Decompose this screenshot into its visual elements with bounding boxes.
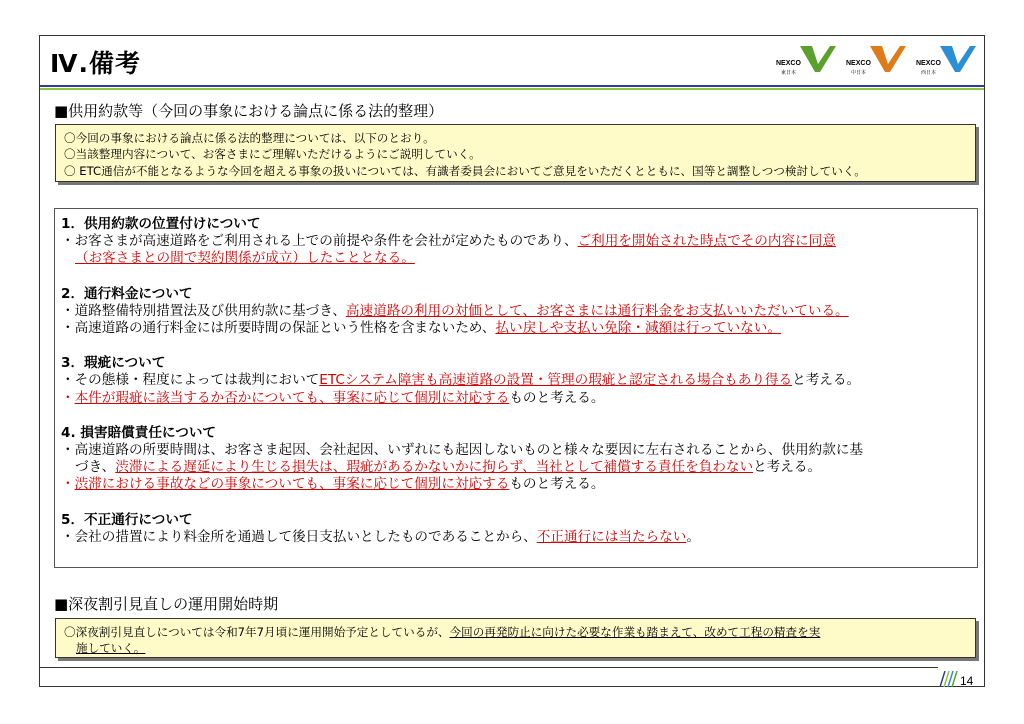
emphasis-text: （お客さまとの間で契約関係が成立）したこととなる。 [75,250,415,267]
nexco-west-logo [916,44,976,80]
summary-line-3: 〇 ETC通信が不能となるような今回を超える事象の扱いについては、有識者委員会においてご意見をいただくとともに、国等と調整しつつ検討していく。 [64,163,866,178]
page-title: Ⅳ.備考 [50,49,141,78]
emphasis-text: 渋滞による遅延により生じる損失は、瑕疵があるかないかに拘らず、当社として補償する責任を負わない [115,459,754,476]
nexco-east-logo [776,44,836,80]
night-discount-line-1: 〇深夜割引見直しについては令和7年7月頃に運用開始予定としているが、今回の再発防止に向けた必要な作業も踏まえて、改めて工程の精査を実 [64,625,821,639]
footer-stripes-icon [938,671,958,687]
item-text: ・お客さまが高速道路をご利用される上での前提や条件を会社が定めたものであり、ご利用を開始された時点でその内容に同意 [61,233,836,250]
summary-box [55,124,976,182]
night-discount-box [55,618,976,658]
section2-heading: ■深夜割引見直しの運用開始時期 [54,595,279,613]
summary-line-1: 〇今回の事象における論点に係る法的整理については、以下のとおり。 [64,131,435,145]
underlined-text: 今回の再発防止に向けた必要な作業も踏まえて、改めて工程の精査を実 [449,625,821,639]
nexco-logos [776,44,976,80]
emphasis-text: ご利用を開始された時点でその内容に同意 [577,233,836,250]
nexco-west-name: NEXCO [916,60,941,67]
page-number: 14 [960,674,974,688]
section1-heading: ■供用約款等（今回の事象における論点に係る法的整理） [54,102,444,120]
emphasis-text: 高速道路の利用の対価として、お客さまには通行料金をお支払いいただいている [345,302,836,319]
header-rule-green [40,88,984,90]
nexco-east-mark-icon [800,44,836,74]
nexco-east-region: 東日本 [781,70,797,76]
underlined-text: 施していく。 [76,641,146,656]
item-text: ・本件が瑕疵に該当するか否かについても、事案に応じて個別に対応するものと考える。 [61,389,605,406]
item-heading: 2．通行料金について [61,285,193,302]
item-text: ・高速道路の通行料金には所要時間の保証という性格を含まないため、払い戻しや支払い免除・減額は行っていない。 [61,320,781,337]
nexco-west-mark-icon [940,44,976,74]
item-text: ・高速道路の所要時間は、お客さま起因、会社起因、いずれにも起因しないものと様々な要因に左右されることから、供用約款に基 [61,442,864,459]
item-text: ・渋滞における事故などの事象についても、事案に応じて個別に対応するものと考える。 [61,476,605,493]
item-illegal-passage [61,512,971,546]
emphasis-text: 不正通行には当たらない [536,528,687,545]
nexco-central-region: 中日本 [851,70,867,76]
header-rule-blue [40,85,984,87]
emphasis-text: 渋滞における事故などの事象についても、事案に応じて個別に対応する [74,476,510,493]
nexco-east-name: NEXCO [776,60,801,67]
item-tolls [61,286,971,338]
item-text: ・その態様・程度によっては裁判においてETCシステム障害も高速道路の設置・管理の瑕疵と認定される場合もあり得ると考える。 [61,372,861,389]
item-heading: 4. 損害賠償責任について [61,424,217,441]
night-discount-line-2 [64,640,967,656]
item-text [61,250,971,267]
item-text: ・道路整備特別措置法及び供用約款に基づき、高速道路の利用の対価として、お客さまには通行料金をお支払いいただいている。 [61,302,849,319]
nexco-central-name: NEXCO [846,60,871,67]
item-heading: 1．供用約款の位置付けについて [61,216,261,232]
nexco-central-logo [846,44,906,80]
item-text: づき、渋滞による遅延により生じる損失は、瑕疵があるかないかに拘らず、当社として補償する責任を負わないと考える。 [75,459,822,476]
item-heading: 3．瑕疵について [61,355,166,372]
emphasis-text: 払い戻しや支払い免除・減額は行っていない。 [495,320,781,337]
emphasis-text: ETCシステム障害も高速道路の設置・管理の瑕疵と認定される場合もあり得る [319,372,793,389]
item-heading: 5．不正通行について [61,511,193,528]
item-liability [61,425,971,494]
legal-items-box [54,208,978,568]
nexco-central-mark-icon [870,44,906,74]
footer-rule [40,667,938,668]
item-terms-position [61,216,971,268]
item-text: ・会社の措置により料金所を通過して後日支払いとしたものであることから、不正通行には当たらない。 [61,528,700,545]
nexco-west-region: 西日本 [921,70,937,76]
item-defects [61,355,971,407]
summary-line-2: 〇当該整理内容について、お客さまにご理解いただけるようにご説明していく。 [64,147,481,162]
emphasis-text: 本件が瑕疵に該当するか否かについても、事案に応じて個別に対応する [74,389,510,406]
